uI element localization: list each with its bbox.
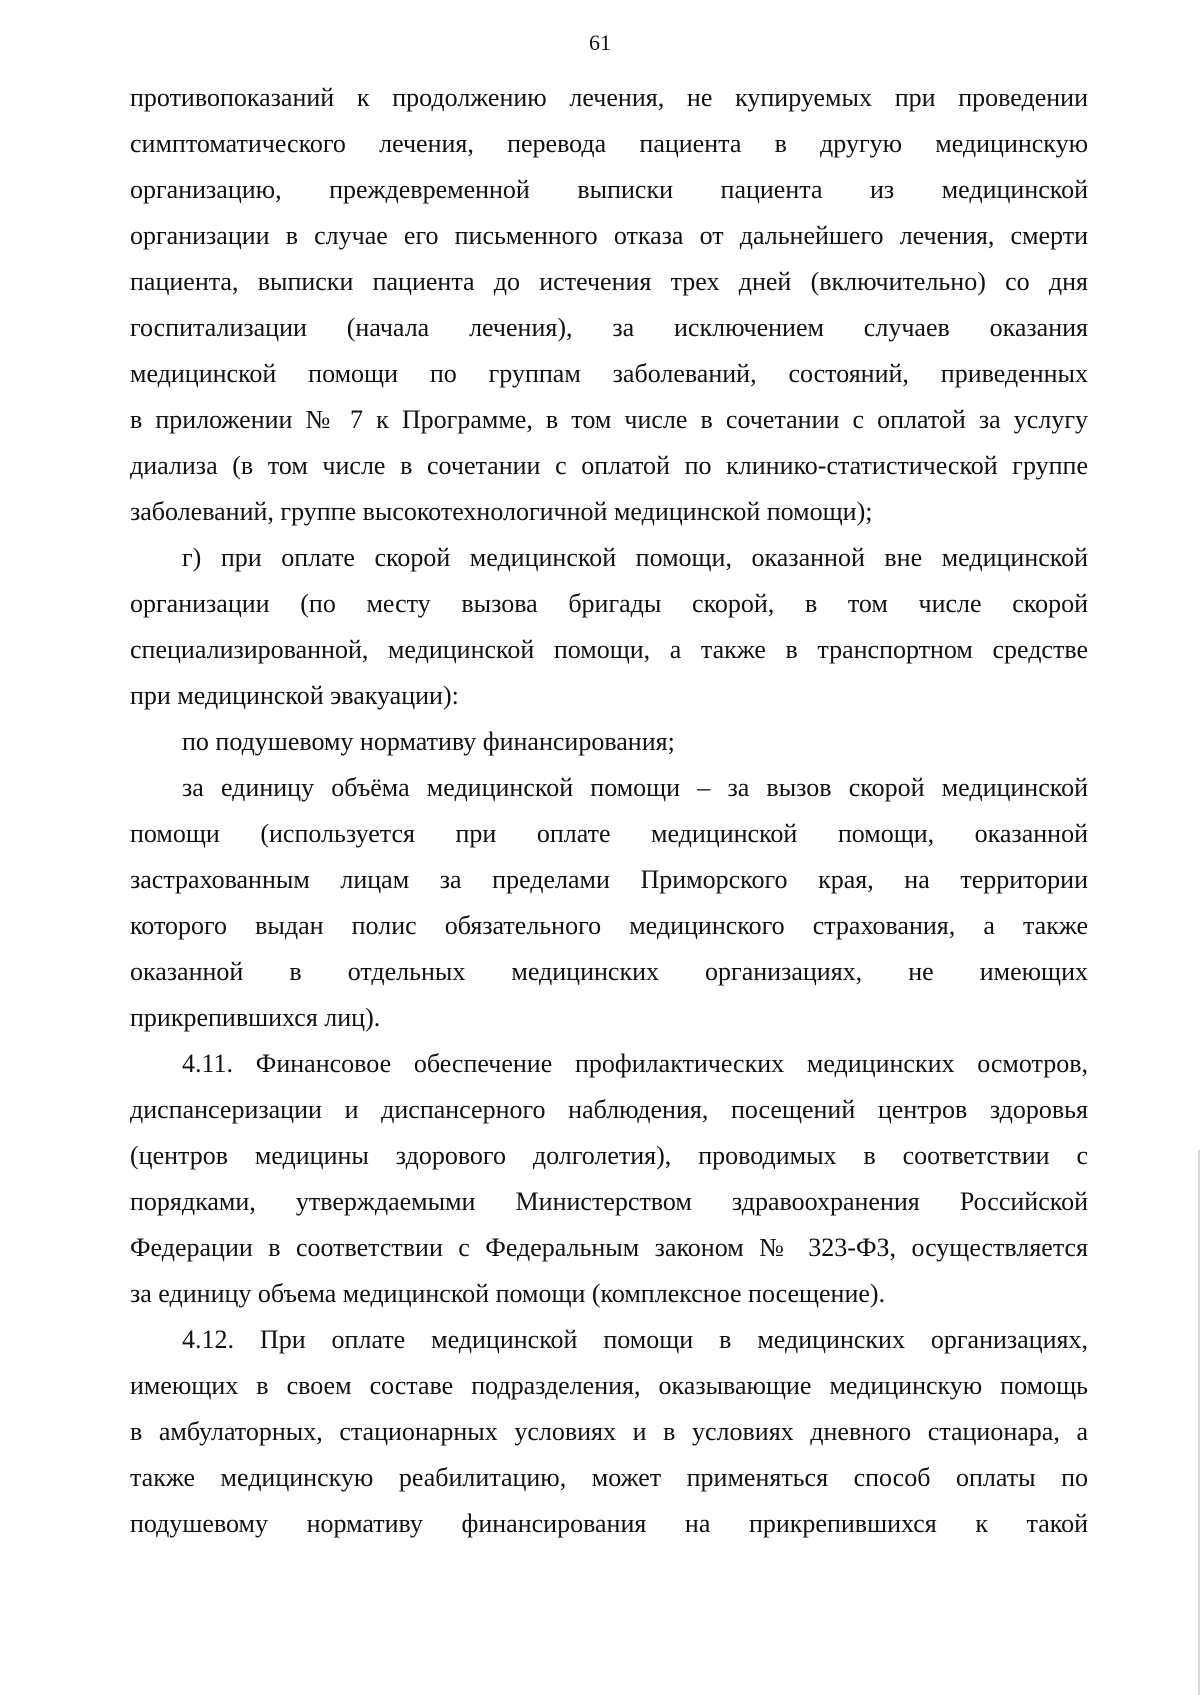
text-line: диализа (в том числе в сочетании с оплатой по клинико-статистической группе: [130, 451, 1088, 480]
text-line: пациента, выписки пациента до истечения трех дней (включительно) со дня: [130, 267, 1088, 296]
text-line: помощи (используется при оплате медицинской помощи, оказанной: [130, 819, 1088, 848]
text-line: за единицу объема медицинской помощи (комплексное посещение).: [130, 1279, 886, 1308]
text-line: порядками, утверждаемыми Министерством здравоохранения Российской: [130, 1187, 1088, 1216]
paragraph-item-g: [130, 535, 1088, 719]
text-line: симптоматического лечения, перевода пациента в другую медицинскую: [130, 129, 1088, 158]
text-line: (центров медицины здорового долголетия), проводимых в соответствии с: [130, 1141, 1088, 1170]
paragraph-per-unit: [130, 765, 1088, 1041]
text-line: которого выдан полис обязательного медицинского страхования, а также: [130, 911, 1088, 940]
text-line: также медицинскую реабилитацию, может применяться способ оплаты по: [130, 1463, 1088, 1492]
document-body: [130, 75, 1088, 1547]
text-line: при медицинской эвакуации):: [130, 681, 459, 710]
text-line: оказанной в отдельных медицинских организациях, не имеющих: [130, 957, 1088, 986]
page-number: 61: [589, 30, 611, 55]
text-line: 4.11. Финансовое обеспечение профилактических медицинских осмотров,: [182, 1049, 1088, 1078]
text-line: заболеваний, группе высокотехнологичной медицинской помощи);: [130, 497, 873, 526]
text-line: госпитализации (начала лечения), за исключением случаев оказания: [130, 313, 1088, 342]
text-line: в приложении № 7 к Программе, в том числе в сочетании с оплатой за услугу: [130, 405, 1088, 434]
text-line: имеющих в своем составе подразделения, оказывающие медицинскую помощь: [130, 1371, 1088, 1400]
text-line: 4.12. При оплате медицинской помощи в медицинских организациях,: [182, 1325, 1088, 1354]
text-line: г) при оплате скорой медицинской помощи, оказанной вне медицинской: [182, 543, 1088, 572]
text-line: организации в случае его письменного отказа от дальнейшего лечения, смерти: [130, 221, 1088, 250]
paragraph-4-11: [130, 1041, 1088, 1317]
text-line: специализированной, медицинской помощи, а также в транспортном средстве: [130, 635, 1088, 664]
text-line: застрахованным лицам за пределами Приморского края, на территории: [130, 865, 1088, 894]
text-line: организацию, преждевременной выписки пациента из медицинской: [130, 175, 1088, 204]
text-line: в амбулаторных, стационарных условиях и в условиях дневного стационара, а: [130, 1417, 1088, 1446]
text-line: подушевому нормативу финансирования на прикрепившихся к такой: [130, 1509, 1088, 1538]
text-line: прикрепившихся лиц).: [130, 1003, 381, 1032]
text-line: организации (по месту вызова бригады скорой, в том числе скорой: [130, 589, 1088, 618]
paragraph-per-capita: [130, 719, 1088, 765]
paragraph-4-12: [130, 1317, 1088, 1547]
text-line: диспансеризации и диспансерного наблюдения, посещений центров здоровья: [130, 1095, 1088, 1124]
text-line: медицинской помощи по группам заболеваний, состояний, приведенных: [130, 359, 1088, 388]
paragraph-continuation: [130, 75, 1088, 535]
text-line: Федерации в соответствии с Федеральным законом № 323-ФЗ, осуществляется: [130, 1233, 1088, 1262]
text-line: за единицу объёма медицинской помощи – за вызов скорой медицинской: [182, 773, 1088, 802]
text-line: противопоказаний к продолжению лечения, не купируемых при проведении: [130, 83, 1088, 112]
text-line: по подушевому нормативу финансирования;: [182, 727, 675, 756]
